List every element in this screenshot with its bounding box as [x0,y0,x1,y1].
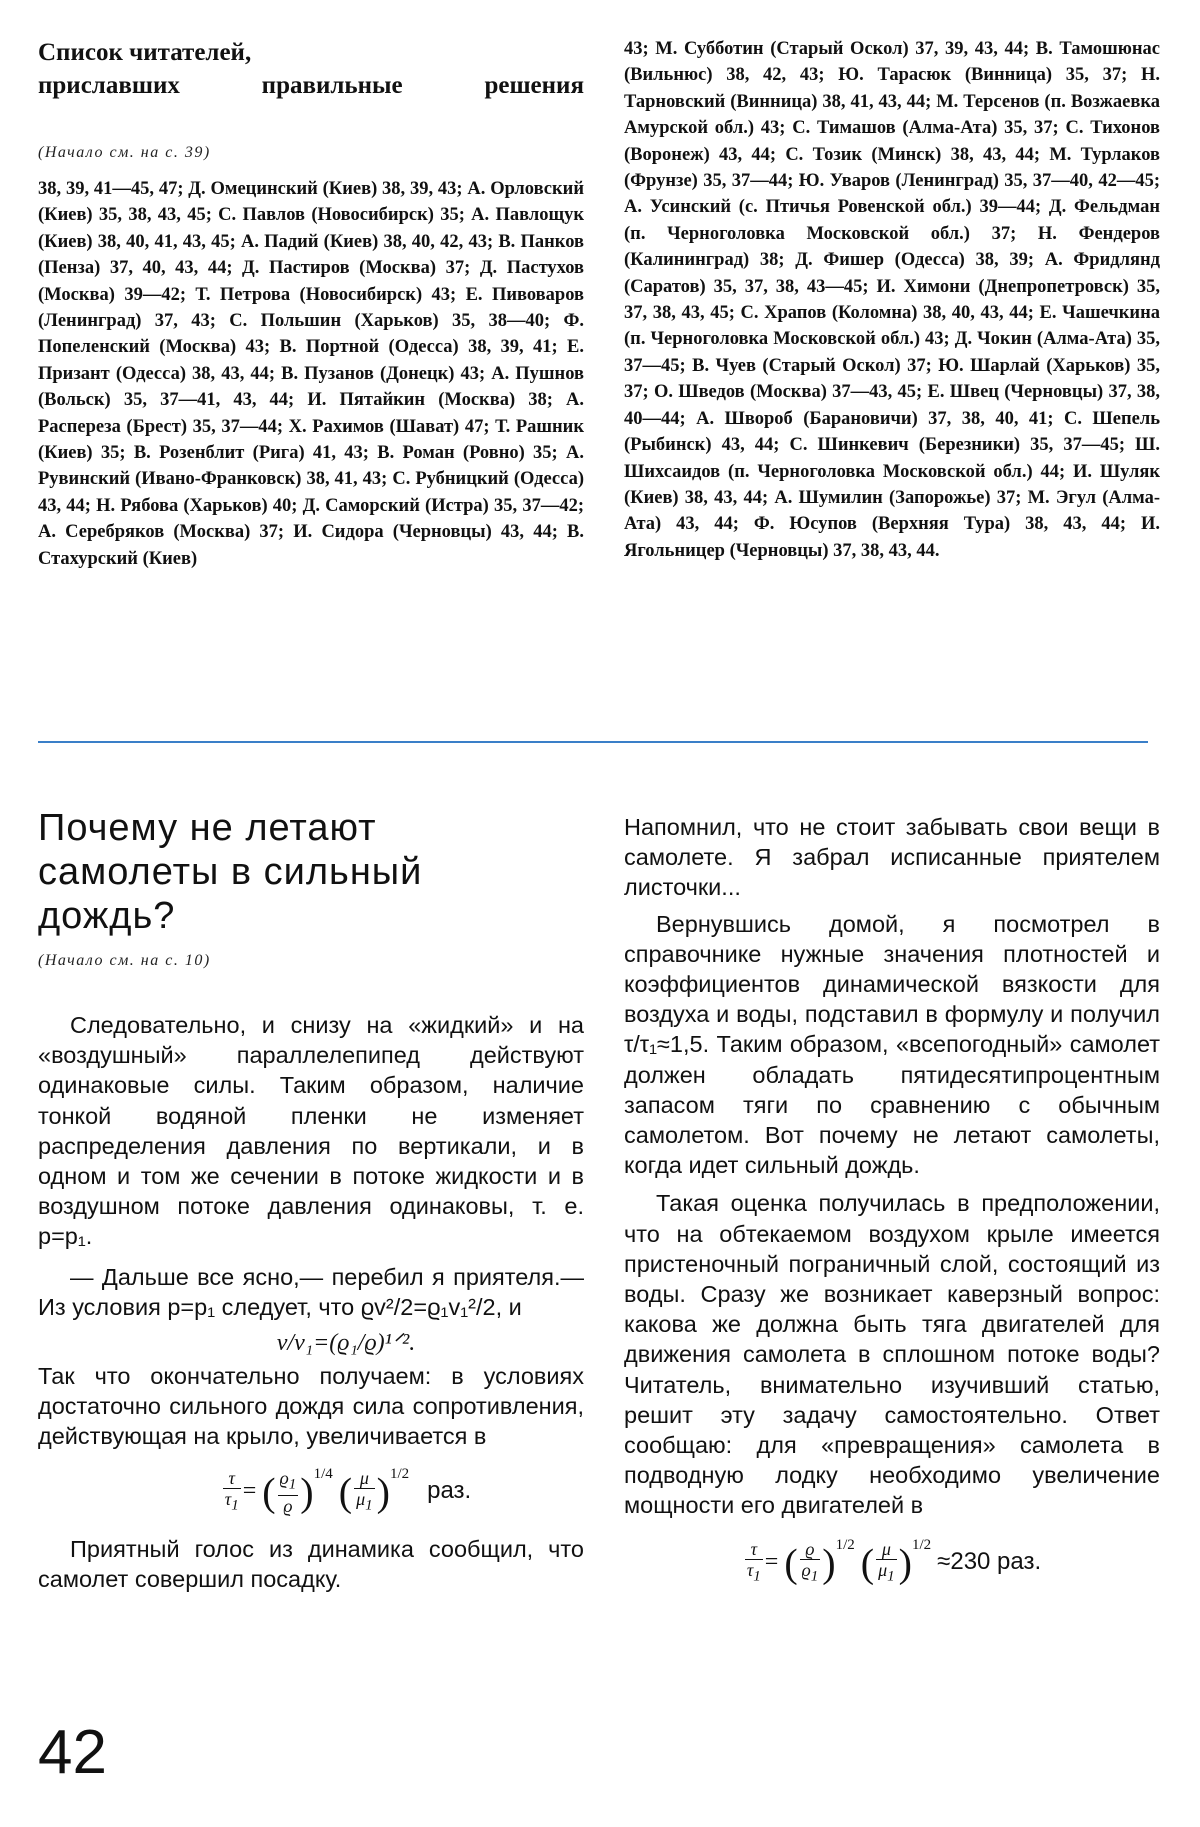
fraction-mu: $\frac{\mu}{\mu_1}$ [356,1468,373,1514]
fraction-rho-2: $\frac{ϱ}{ϱ_1}$ [801,1539,819,1585]
section-divider [38,741,1148,743]
readers-list-left: 38, 39, 41—45, 47; Д. Омецинский (Киев) 38, 39, 43; А. Орловский (Киев) 35, 38, 43, 45; С. Павлов (Новосибирск) 35; А. Павлощук (Киев) 38, 40, 41, 43, 45; А. Падий (Киев) 38, 40, 42, 43; В. Панков (Пенза) 37, 40, 43, 44; Д. Пастиров (Москва) 37; Д. Пастухов (Москва) 39—42; Т. Петрова (Новосибирск) 43; Е. Пивоваров (Ленинград) 37, 43; С. Польшин (Харьков) 35, 38—40; Ф. Попеленский (Москва) 43; В. Портной (Одесса) 38, 39, 41; Е. Призант (Одесса) 38, 43, 44; В. Пузанов (Донецк) 43; А. Пушнов (Вольск) 35, 37—41, 43, 44; И. Пятайкин (Москва) 38; А. Распереза (Брест) 35, 37—44; Х. Рахимов (Шават) 47; Т. Рашник (Киев) 35; В. Розенблит (Рига) 41, 43; В. Роман (Ровно) 35; А. Рувинский (Ивано-Франковск) 38, 41, 43; С. Рубницкий (Одесса) 43, 44; Н. Рябова (Харьков) 40; Д. Саморский (Истра) 35, 37—42; А. Серебряков (Москва) 37; И. Сидора (Черновцы) 43, 44; В. Стахурский (Киев) [38,179,584,569]
readers-right-column [624,36,1160,564]
equation-result: ≈230 раз. [937,1547,1042,1575]
readers-left-column [38,36,584,572]
paragraph-6: Вернувшись домой, я посмотрел в справочнике нужные значения плотностей и коэффициентов динамической вязкости для воздуха и воды, подставил в формулу и получил τ/τ₁≈1,5. Таким образом, «всепогодный» самолет должен обладать пятидесятипроцентным запасом тяги по сравнению с обычным самолетом. Вот почему не летают самолеты, когда идет сильный дождь. [624,910,1160,1179]
page-number: 42 [38,1718,107,1787]
paragraph-5: Напомнил, что не стоит забывать свои вещи в самолете. Я забрал исписанные приятелем листочки... [624,814,1160,901]
article-right-column [624,812,1160,1587]
equation-unit: раз. [427,1476,472,1504]
paragraph-2: — Дальше все ясно,— перебил я приятеля.— Из условия p=p₁ следует, что ϱv²/2=ϱ₁v₁²/2, и [38,1263,584,1320]
article-title: Почему не летают самолеты в сильный дождь? [38,807,423,937]
equation-velocity: v/v₁=(ϱ₁/ϱ)¹ᐟ². [276,1330,416,1357]
paragraph-1: Следовательно, и снизу на «жидкий» и на «воздушный» параллелепипед действуют одинаковые силы. Таким образом, наличие тонкой водяной пленки не изменяет распределения давления по вертикали, и в одном и том же сечении в потоке жидкости и в воздушном потоке давления одинаковы, т. е. p=p₁. [38,1012,584,1250]
article-continued-note: (Начало см. на с. 10) [38,952,211,969]
fraction-tau: $\frac{\tau}{\tau_1}$ [224,1468,239,1514]
equation-power-ratio: $\frac{\tau}{\tau_1}$ = ( $\frac{ϱ}{ϱ_1}$ )$^{1/2}$ ( $\frac{\mu}{\mu_1}$ )$^{1/2}$ ≈230 раз. [746,1536,1042,1586]
equation-drag-ratio: $\frac{\tau}{\tau_1}$ = ( $\frac{ϱ_1}{ϱ}$ )$^{1/4}$ ( $\frac{\mu}{\mu_1}$ )$^{1/2}$ раз. [224,1465,472,1516]
paragraph-3: Так что окончательно получаем: в условиях достаточно сильного дождя сила сопротивления, действующая на крыло, увеличивается в [38,1363,584,1450]
paragraph-4: Приятный голос из динамика сообщил, что самолет совершил посадку. [38,1535,584,1593]
readers-list-title: Список читателей, приславших правильные решения [38,39,584,99]
fraction-rho: $\frac{ϱ_1}{ϱ}$ [279,1468,297,1516]
article-left-column [38,806,584,1594]
readers-list-right: 43; М. Субботин (Старый Оскол) 37, 39, 43, 44; В. Тамошюнас (Вильнюс) 38, 42, 43; Ю. Тарасюк (Винница) 35, 37; Н. Тарновский (Винница) 38, 41, 43, 44; М. Терсенов (п. Возжаевка Амурской обл.) 43; С. Тимашов (Алма-Ата) 35, 37; С. Тихонов (Воронеж) 43, 44; С. Тозик (Минск) 38, 43, 44; М. Турлаков (Фрунзе) 35, 37—44; Ю. Уваров (Ленинград) 35, 37—40, 42—45; А. Усинский (с. Птичья Ровенской обл.) 39—44; Д. Фельдман (п. Черноголовка Московской обл.) 37; Н. Фендеров (Калининград) 38; Д. Фишер (Одесса) 38, 39; А. Фридлянд (Саратов) 35, 37, 38, 43—45; И. Химони (Днепропетровск) 35, 37, 38, 43, 45; С. Храпов (Коломна) 38, 40, 43, 44; Е. Чашечкина (п. Черноголовка Московской обл.) 43; Д. Чокин (Алма-Ата) 35, 37—45; В. Чуев (Старый Оскол) 37; Ю. Шарлай (Харьков) 35, 37; О. Шведов (Москва) 37—43, 45; Е. Швец (Черновцы) 37, 38, 40—44; А. Швороб (Барановичи) 37, 38, 40, 41; С. Шепель (Рыбинск) 43, 44; С. Шинкевич (Березники) 35, 37—45; Ш. Шихсаидов (п. Черноголовка Московской обл.) 44; И. Шуляк (Киев) 38, 43, 44; А. Шумилин (Запорожье) 37; М. Эгул (Алма-Ата) 43, 44; Ф. Юсупов (Верхняя Тура) 38, 43, 44; И. Ягольницер (Черновцы) 37, 38, 43, 44. [624,39,1160,561]
fraction-tau-2: $\frac{\tau}{\tau_1}$ [746,1539,761,1585]
fraction-mu-2: $\frac{\mu}{\mu_1}$ [878,1539,895,1585]
readers-continued-note: (Начало см. на с. 39) [38,144,211,161]
paragraph-7: Такая оценка получилась в предположении, что на обтекаемом воздухом крыле имеется пристеночный пограничный слой, состоящий из воды. Сразу же возникает каверзный вопрос: какова же должна быть тяга двигателей для движения самолета в сплошном потоке воды? Читатель, внимательно изучивший статью, решит эту задачу самостоятельно. Ответ сообщаю: для «превращения» самолета в подводную лодку необходимо увеличение мощности его двигателей в [624,1190,1160,1519]
